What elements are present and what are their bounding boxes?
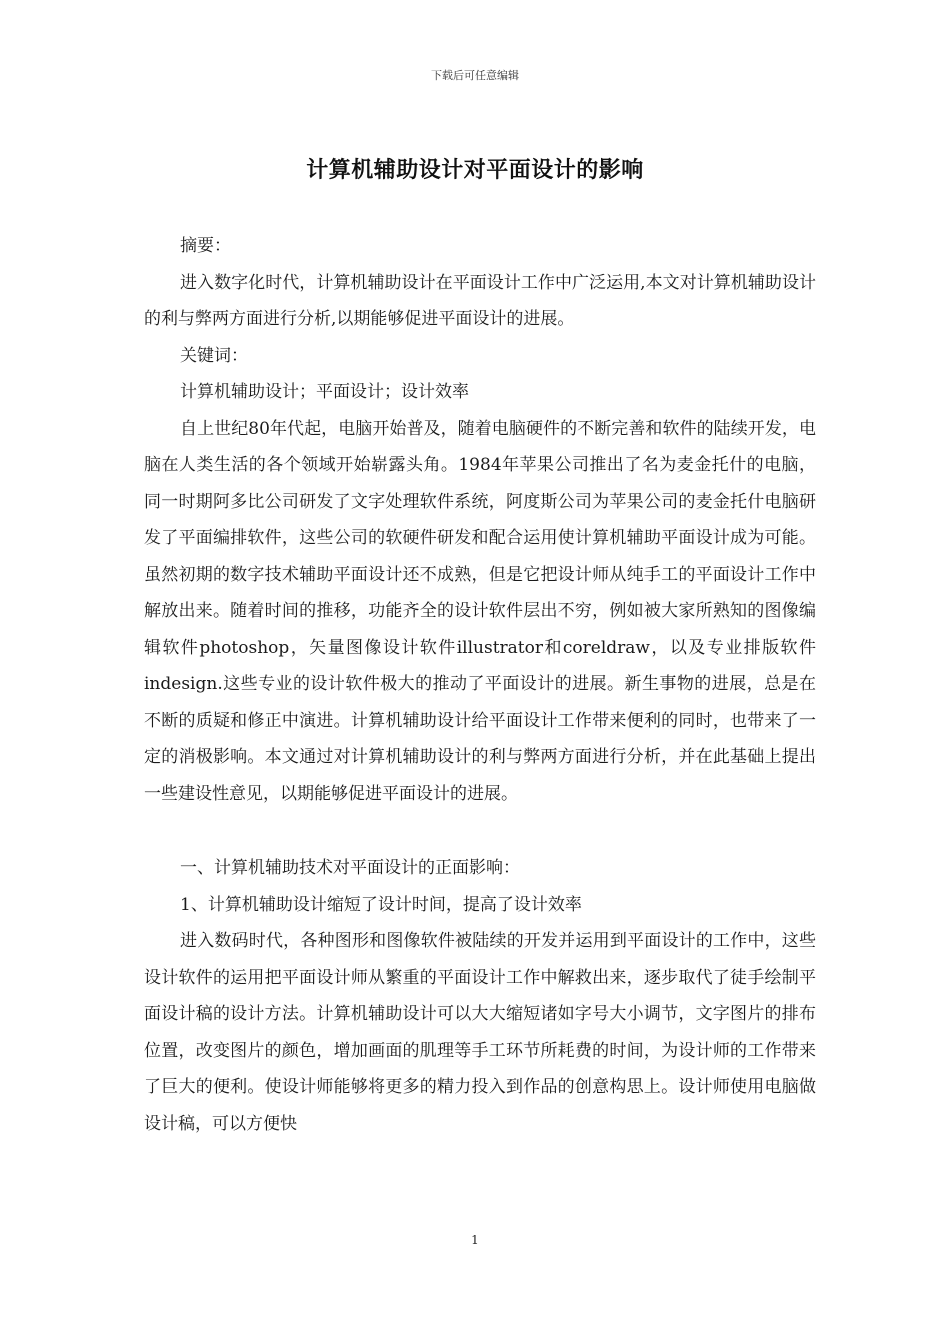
abstract-text: 进入数字化时代，计算机辅助设计在平面设计工作中广泛运用,本文对计算机辅助设计的利与弊两方面进行分析,以期能够促进平面设计的进展。 <box>144 272 816 329</box>
header-note: 下载后可任意编辑 <box>431 69 519 82</box>
keywords-label: 关键词： <box>180 345 248 366</box>
subsection1-heading: 1、计算机辅助设计缩短了设计时间，提高了设计效率 <box>180 894 582 915</box>
section1-heading: 一、计算机辅助技术对平面设计的正面影响： <box>180 858 520 878</box>
intro-paragraph: 自上世纪80年代起，电脑开始普及，随着电脑硬件的不断完善和软件的陆续开发，电脑在人类生活的各个领域开始崭露头角。1984年苹果公司推出了名为麦金托什的电脑，同一时期阿多比公司研发了文字处理软件系统，阿度斯公司为苹果公司的麦金托什电脑研发了平面编排软件，这些公司的软硬件研发和配合运用使计算机辅助平面设计成为可能。虽然初期的数字技术辅助平面设计还不成熟，但是它把设计师从纯手工的平面设计工作中解放出来。随着时间的推移，功能齐全的设计软件层出不穷，例如被大家所熟知的图像编辑软件photoshop，矢量图像设计软件illustrator和coreldraw，以及专业排版软件indesign.这些专业的设计软件极大的推动了平面设计的进展。新生事物的进展，总是在不断的质疑和修正中演进。计算机辅助设计给平面设计工作带来便利的同时，也带来了一定的消极影响。本文通过对计算机辅助设计的利与弊两方面进行分析，并在此基础上提出一些建设性意见，以期能够促进平面设计的进展。 <box>144 418 816 804</box>
subsection1-paragraph: 进入数码时代，各种图形和图像软件被陆续的开发并运用到平面设计的工作中，这些设计软件的运用把平面设计师从繁重的平面设计工作中解救出来，逐步取代了徒手绘制平面设计稿的设计方法。计算机辅助设计可以大大缩短诸如字号大小调节，文字图片的排布位置，改变图片的颜色，增加画面的肌理等手工环节所耗费的时间，为设计师的工作带来了巨大的便利。使设计师能够将更多的精力投入到作品的创意构思上。设计师使用电脑做设计稿，可以方便快 <box>144 931 816 1134</box>
abstract-label: 摘要： <box>180 236 231 256</box>
keywords-text: 计算机辅助设计；平面设计；设计效率 <box>180 382 469 402</box>
document-title: 计算机辅助设计对平面设计的影响 <box>306 158 644 183</box>
document-body <box>144 176 816 1142</box>
section-gap <box>144 812 816 850</box>
spacer <box>144 176 816 228</box>
page-number: 1 <box>471 1233 479 1247</box>
